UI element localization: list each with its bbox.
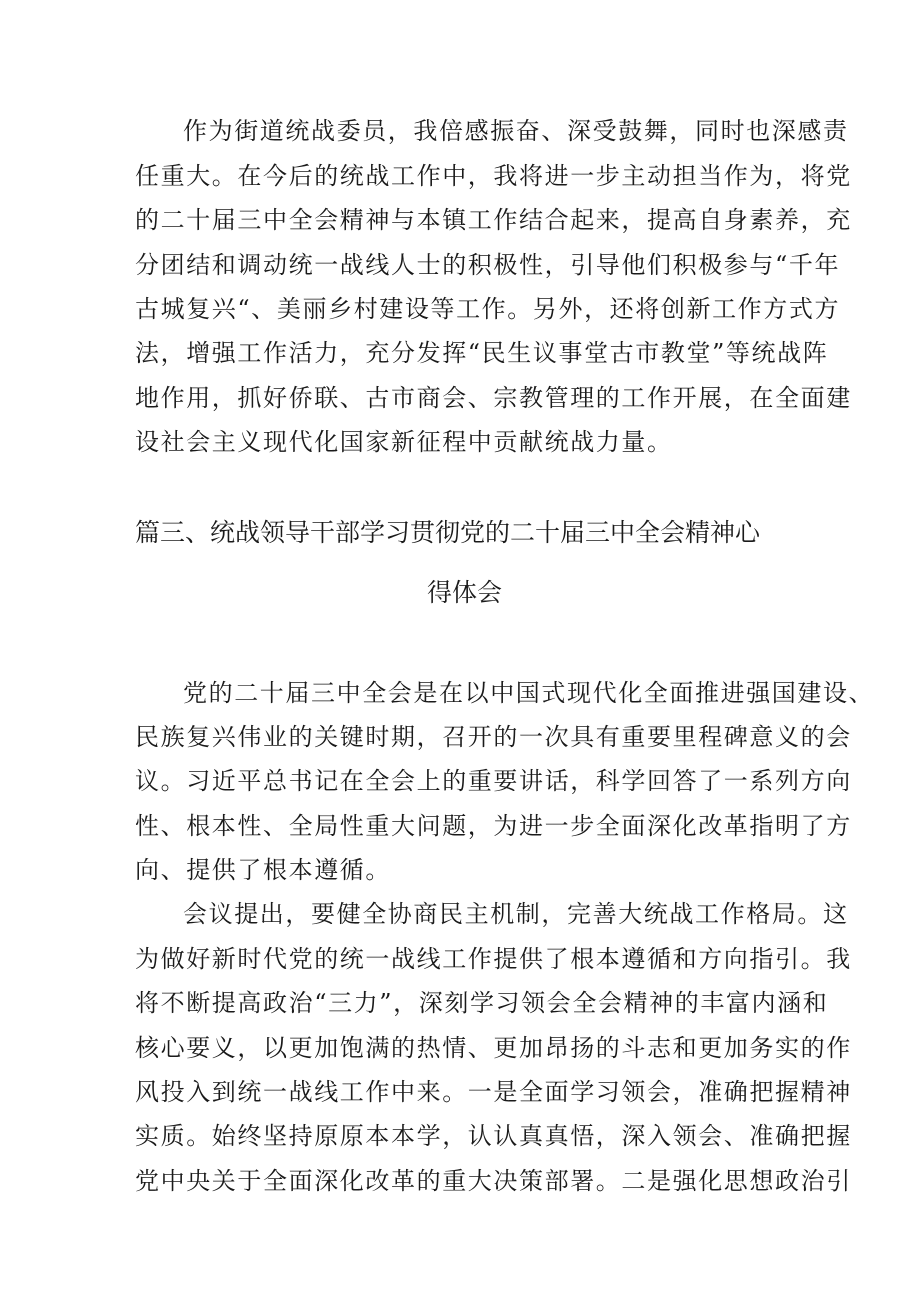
paragraph-1-line-8: 设社会主义现代化国家新征程中贡献统战力量。 xyxy=(135,428,673,456)
paragraph-1-line-5: 古城复兴“、美丽乡村建设等工作。另外，还将创新工作方式方 xyxy=(135,295,841,323)
paragraph-3-line-1: 会议提出，要健全协商民主机制，完善大统战工作格局。这 xyxy=(183,900,849,928)
paragraph-3-line-3: 将不断提高政治“三力”，深刻学习领会全会精神的丰富内涵和 xyxy=(135,989,829,1017)
paragraph-3-line-4: 核心要义，以更加饱满的热情、更加昂扬的斗志和更加务实的作 xyxy=(135,1034,852,1062)
paragraph-3-line-5: 风投入到统一战线工作中来。一是全面学习领会，准确把握精神 xyxy=(135,1078,852,1106)
paragraph-1-line-3: 的二十届三中全会精神与本镇工作结合起来，提高自身素养，充 xyxy=(135,206,852,234)
paragraph-1-line-6: 法，增强工作活力，充分发挥“民生议事堂古市教堂”等统战阵 xyxy=(135,339,829,367)
paragraph-1-line-1: 作为街道统战委员，我倍感振奋、深受鼓舞，同时也深感责 xyxy=(183,117,849,145)
paragraph-3-line-7: 党中央关于全面深化改革的重大决策部署。二是强化思想政治引 xyxy=(135,1167,852,1195)
paragraph-1-line-7: 地作用，抓好侨联、古市商会、宗教管理的工作开展，在全面建 xyxy=(135,384,852,412)
section-heading-line-1: 篇三、统战领导干部学习贯彻党的二十届三中全会精神心 xyxy=(135,518,761,547)
paragraph-2-line-1: 党的二十届三中全会是在以中国式现代化全面推进强国建设、 xyxy=(183,679,875,707)
section-heading-line-2: 得体会 xyxy=(427,578,503,607)
paragraph-1-line-2: 任重大。在今后的统战工作中，我将进一步主动担当作为，将党 xyxy=(135,162,852,190)
paragraph-3-line-6: 实质。始终坚持原原本本学，认认真真悟，深入领会、准确把握 xyxy=(135,1122,852,1150)
paragraph-2-line-3: 议。习近平总书记在全会上的重要讲话，科学回答了一系列方向 xyxy=(135,767,852,795)
paragraph-2-line-2: 民族复兴伟业的关键时期，召开的一次具有重要里程碑意义的会 xyxy=(135,723,852,751)
paragraph-2-line-5: 向、提供了根本遵循。 xyxy=(135,856,391,884)
paragraph-3-line-2: 为做好新时代党的统一战线工作提供了根本遵循和方向指引。我 xyxy=(135,945,852,973)
paragraph-2-line-4: 性、根本性、全局性重大问题，为进一步全面深化改革指明了方 xyxy=(135,812,852,840)
paragraph-1-line-4: 分团结和调动统一战线人士的积极性，引导他们积极参与“千年 xyxy=(135,251,841,279)
